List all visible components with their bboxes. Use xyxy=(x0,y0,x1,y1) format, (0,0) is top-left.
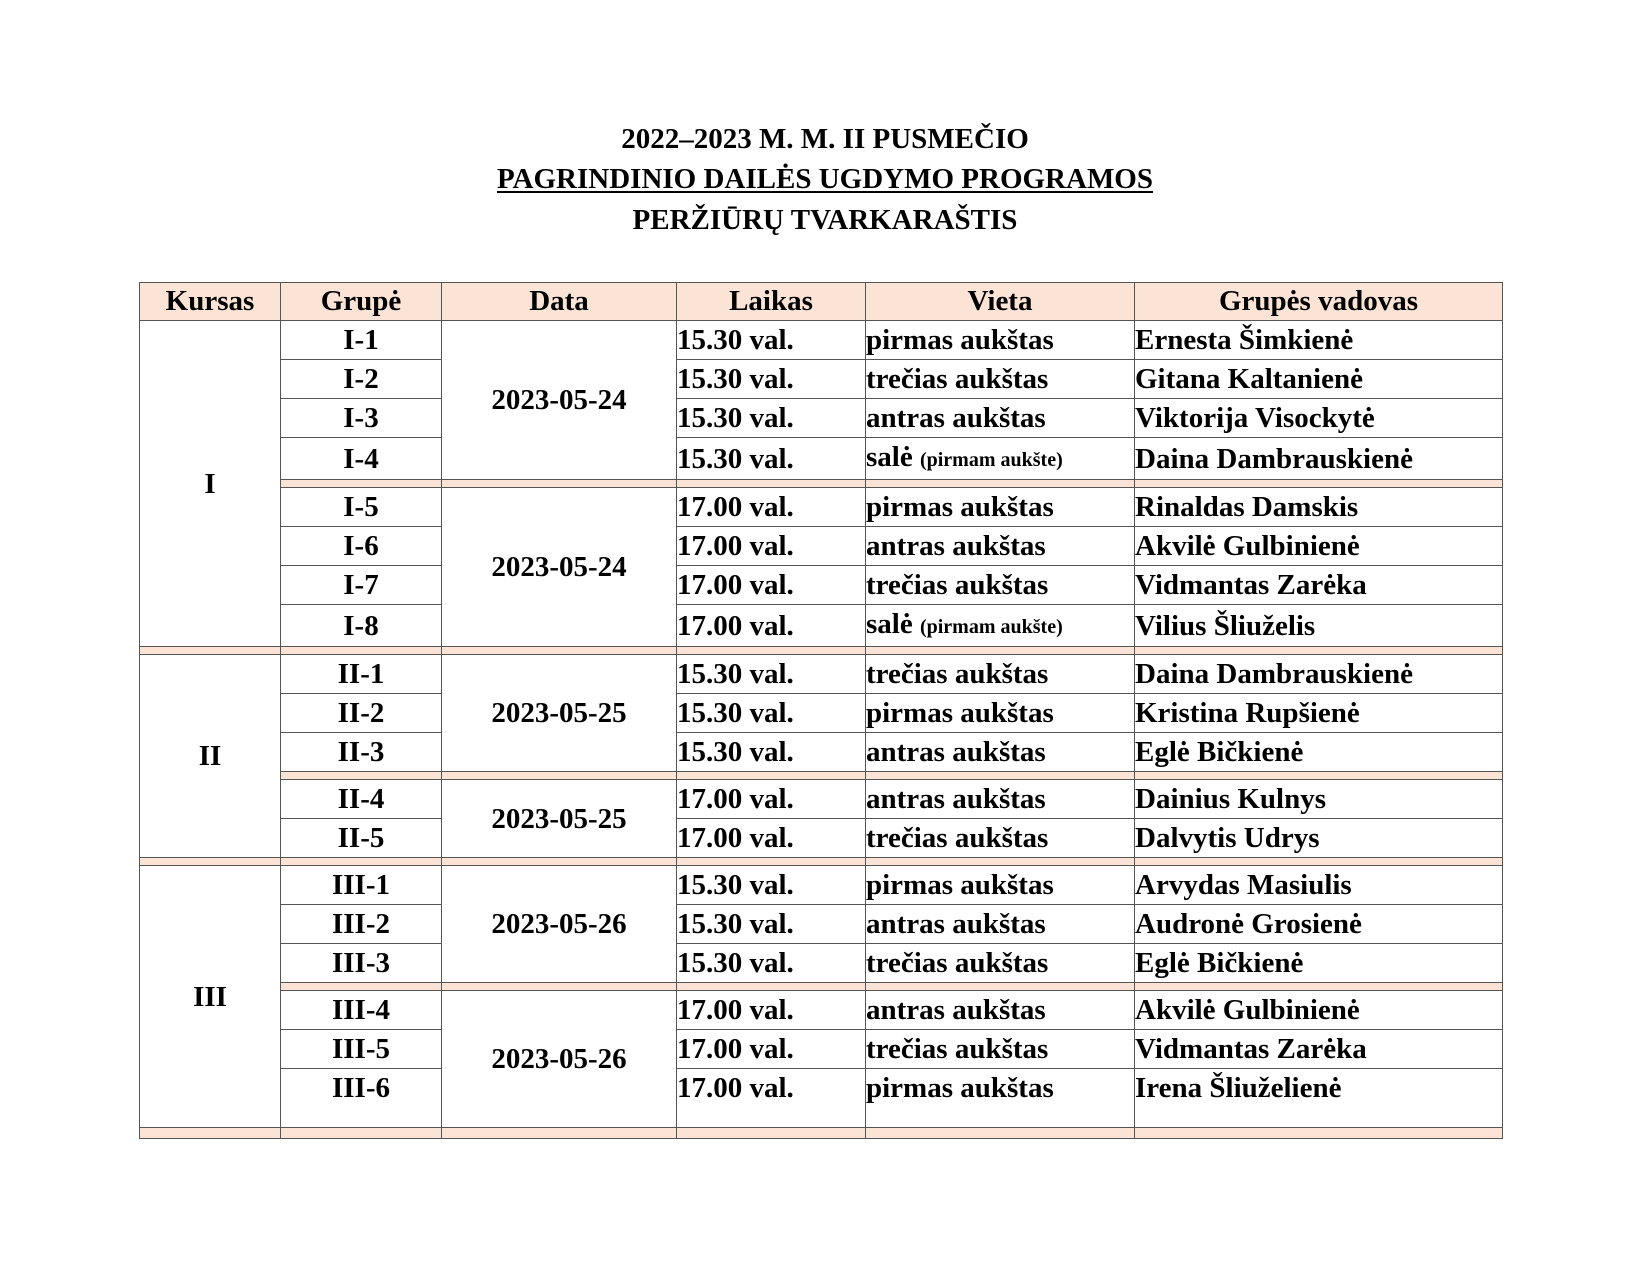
separator-cell xyxy=(140,1128,281,1139)
leader-cell: Eglė Bičkienė xyxy=(1135,944,1503,983)
time-cell: 17.00 val. xyxy=(677,605,866,647)
date-cell: 2023-05-25 xyxy=(442,655,677,772)
date-cell: 2023-05-24 xyxy=(442,488,677,647)
table-row xyxy=(140,866,1503,905)
group-cell: III-3 xyxy=(281,944,442,983)
separator-row xyxy=(140,1128,1503,1139)
table-row xyxy=(140,399,1503,438)
time-cell: 17.00 val. xyxy=(677,527,866,566)
group-cell: III-2 xyxy=(281,905,442,944)
separator-cell xyxy=(866,480,1135,488)
time-cell: 17.00 val. xyxy=(677,819,866,858)
place-cell xyxy=(866,438,1135,480)
place-text: antras aukštas xyxy=(866,402,1046,434)
place-text: trečias aukštas xyxy=(866,822,1049,854)
separator-cell xyxy=(281,983,442,991)
place-cell xyxy=(866,866,1135,905)
place-text: trečias aukštas xyxy=(866,658,1049,690)
separator-cell xyxy=(442,772,677,780)
group-cell: II-2 xyxy=(281,694,442,733)
title-line-1: 2022–2023 M. M. II PUSMEČIO xyxy=(621,123,1029,155)
group-cell: I-3 xyxy=(281,399,442,438)
place-cell xyxy=(866,780,1135,819)
separator-cell xyxy=(677,983,866,991)
separator-cell xyxy=(281,480,442,488)
group-cell: II-3 xyxy=(281,733,442,772)
place-cell xyxy=(866,694,1135,733)
leader-cell: Eglė Bičkienė xyxy=(1135,733,1503,772)
group-cell: I-4 xyxy=(281,438,442,480)
table-row xyxy=(140,605,1503,647)
time-cell: 17.00 val. xyxy=(677,780,866,819)
date-cell: 2023-05-24 xyxy=(442,321,677,480)
place-text: trečias aukštas xyxy=(866,363,1049,395)
separator-cell xyxy=(140,647,281,655)
table-row xyxy=(140,694,1503,733)
course-cell-II: II xyxy=(140,655,281,858)
separator-cell xyxy=(281,647,442,655)
group-cell: III-5 xyxy=(281,1030,442,1069)
separator-cell xyxy=(442,647,677,655)
leader-cell: Akvilė Gulbinienė xyxy=(1135,991,1503,1030)
time-cell: 17.00 val. xyxy=(677,488,866,527)
separator-cell xyxy=(677,858,866,866)
place-text: salė xyxy=(866,608,913,640)
table-row xyxy=(140,566,1503,605)
separator-row xyxy=(140,647,1503,655)
time-cell: 15.30 val. xyxy=(677,321,866,360)
separator-cell xyxy=(140,858,281,866)
group-cell: I-1 xyxy=(281,321,442,360)
place-note: (pirmam aukšte) xyxy=(919,616,1063,638)
time-cell: 15.30 val. xyxy=(677,905,866,944)
separator-cell xyxy=(1135,858,1503,866)
table-row xyxy=(140,1069,1503,1128)
separator-cell xyxy=(677,647,866,655)
table-row xyxy=(140,360,1503,399)
time-cell: 15.30 val. xyxy=(677,399,866,438)
place-text: antras aukštas xyxy=(866,783,1046,815)
table-row xyxy=(140,527,1503,566)
separator-cell xyxy=(677,772,866,780)
separator-cell xyxy=(866,647,1135,655)
group-cell: II-1 xyxy=(281,655,442,694)
place-cell xyxy=(866,944,1135,983)
separator-cell xyxy=(281,772,442,780)
separator-cell xyxy=(1135,1128,1503,1139)
place-text: pirmas aukštas xyxy=(866,324,1054,356)
time-cell: 17.00 val. xyxy=(677,566,866,605)
separator-row xyxy=(140,858,1503,866)
leader-cell: Arvydas Masiulis xyxy=(1135,866,1503,905)
place-text: pirmas aukštas xyxy=(866,697,1054,729)
table-row xyxy=(140,1030,1503,1069)
time-cell: 15.30 val. xyxy=(677,438,866,480)
table-row xyxy=(140,655,1503,694)
leader-cell: Ernesta Šimkienė xyxy=(1135,321,1503,360)
place-cell xyxy=(866,905,1135,944)
separator-row xyxy=(140,983,1503,991)
separator-cell xyxy=(1135,772,1503,780)
date-cell: 2023-05-26 xyxy=(442,991,677,1128)
place-cell xyxy=(866,1030,1135,1069)
separator-cell xyxy=(281,858,442,866)
separator-cell xyxy=(677,480,866,488)
group-cell: I-6 xyxy=(281,527,442,566)
time-cell: 17.00 val. xyxy=(677,1030,866,1069)
table-row xyxy=(140,438,1503,480)
header-grupe: Grupė xyxy=(281,283,442,321)
leader-cell: Kristina Rupšienė xyxy=(1135,694,1503,733)
header-kursas: Kursas xyxy=(140,283,281,321)
table-row xyxy=(140,321,1503,360)
place-cell xyxy=(866,360,1135,399)
place-text: trečias aukštas xyxy=(866,947,1049,979)
leader-cell: Daina Dambrauskienė xyxy=(1135,655,1503,694)
separator-cell xyxy=(866,1128,1135,1139)
leader-cell: Vilius Šliuželis xyxy=(1135,605,1503,647)
group-cell: I-5 xyxy=(281,488,442,527)
course-cell-III: III xyxy=(140,866,281,1128)
group-cell: II-4 xyxy=(281,780,442,819)
group-cell: I-8 xyxy=(281,605,442,647)
time-cell: 15.30 val. xyxy=(677,866,866,905)
table-row xyxy=(140,733,1503,772)
leader-cell: Dalvytis Udrys xyxy=(1135,819,1503,858)
place-cell xyxy=(866,566,1135,605)
separator-cell xyxy=(442,1128,677,1139)
leader-cell: Viktorija Visockytė xyxy=(1135,399,1503,438)
header-vieta: Vieta xyxy=(866,283,1135,321)
time-cell: 15.30 val. xyxy=(677,944,866,983)
separator-cell xyxy=(866,858,1135,866)
leader-cell: Vidmantas Zarėka xyxy=(1135,566,1503,605)
separator-cell xyxy=(1135,647,1503,655)
time-cell: 15.30 val. xyxy=(677,694,866,733)
place-cell xyxy=(866,1069,1135,1128)
place-text: pirmas aukštas xyxy=(866,1072,1054,1104)
title-line-2-text: PAGRINDINIO DAILĖS UGDYMO PROGRAMOS xyxy=(496,163,1153,195)
place-cell xyxy=(866,819,1135,858)
leader-cell: Irena Šliuželienė xyxy=(1135,1069,1503,1128)
separator-cell xyxy=(866,772,1135,780)
header-laikas: Laikas xyxy=(677,283,866,321)
place-text: antras aukštas xyxy=(866,530,1046,562)
date-cell: 2023-05-26 xyxy=(442,866,677,983)
place-cell xyxy=(866,655,1135,694)
time-cell: 15.30 val. xyxy=(677,733,866,772)
leader-cell: Dainius Kulnys xyxy=(1135,780,1503,819)
time-cell: 15.30 val. xyxy=(677,655,866,694)
place-cell xyxy=(866,991,1135,1030)
group-cell: II-5 xyxy=(281,819,442,858)
date-cell: 2023-05-25 xyxy=(442,780,677,858)
place-cell xyxy=(866,321,1135,360)
place-text: antras aukštas xyxy=(866,736,1046,768)
separator-cell xyxy=(442,480,677,488)
leader-cell: Akvilė Gulbinienė xyxy=(1135,527,1503,566)
course-cell-I: I xyxy=(140,321,281,647)
separator-cell xyxy=(442,983,677,991)
place-text: antras aukštas xyxy=(866,994,1046,1026)
place-cell xyxy=(866,399,1135,438)
group-cell: I-7 xyxy=(281,566,442,605)
time-cell: 17.00 val. xyxy=(677,1069,866,1128)
table-row xyxy=(140,780,1503,819)
header-row xyxy=(140,283,1503,321)
separator-row xyxy=(140,480,1503,488)
place-cell xyxy=(866,605,1135,647)
separator-cell xyxy=(281,1128,442,1139)
schedule-table xyxy=(139,282,1503,1139)
leader-cell: Audronė Grosienė xyxy=(1135,905,1503,944)
title-line-3: PERŽIŪRŲ TVARKARAŠTIS xyxy=(632,204,1018,236)
header-vadovas: Grupės vadovas xyxy=(1135,283,1503,321)
leader-cell: Vidmantas Zarėka xyxy=(1135,1030,1503,1069)
place-cell xyxy=(866,488,1135,527)
separator-cell xyxy=(677,1128,866,1139)
time-cell: 17.00 val. xyxy=(677,991,866,1030)
place-cell xyxy=(866,733,1135,772)
place-text: pirmas aukštas xyxy=(866,869,1054,901)
table-row xyxy=(140,819,1503,858)
place-text: trečias aukštas xyxy=(866,569,1049,601)
header-data: Data xyxy=(442,283,677,321)
place-note: (pirmam aukšte) xyxy=(919,449,1063,471)
place-text: pirmas aukštas xyxy=(866,491,1054,523)
place-text: trečias aukštas xyxy=(866,1033,1049,1065)
time-cell: 15.30 val. xyxy=(677,360,866,399)
place-cell xyxy=(866,527,1135,566)
separator-cell xyxy=(866,983,1135,991)
separator-row xyxy=(140,772,1503,780)
table-row xyxy=(140,944,1503,983)
group-cell: III-4 xyxy=(281,991,442,1030)
title-line-2 xyxy=(0,159,1650,199)
leader-cell: Gitana Kaltanienė xyxy=(1135,360,1503,399)
group-cell: III-6 xyxy=(281,1069,442,1128)
table-row xyxy=(140,905,1503,944)
separator-cell xyxy=(442,858,677,866)
leader-cell: Rinaldas Damskis xyxy=(1135,488,1503,527)
place-text: salė xyxy=(866,441,913,473)
table-row xyxy=(140,991,1503,1030)
leader-cell: Daina Dambrauskienė xyxy=(1135,438,1503,480)
group-cell: I-2 xyxy=(281,360,442,399)
table-row xyxy=(140,488,1503,527)
place-text: antras aukštas xyxy=(866,908,1046,940)
separator-cell xyxy=(1135,983,1503,991)
separator-cell xyxy=(1135,480,1503,488)
group-cell: III-1 xyxy=(281,866,442,905)
